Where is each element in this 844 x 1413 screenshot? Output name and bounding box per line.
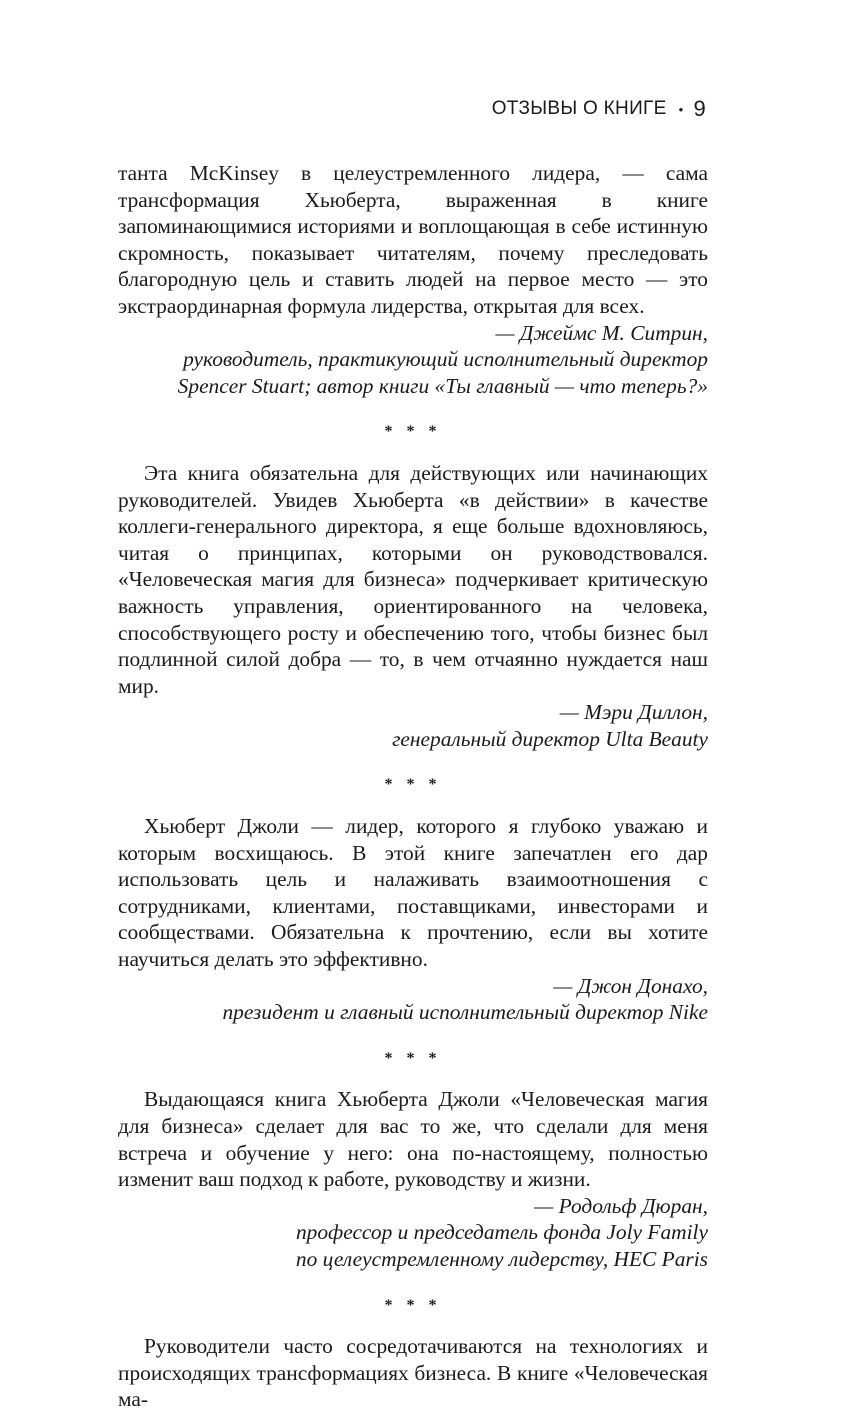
attribution-name: — Родольф Дюран,	[534, 1193, 708, 1218]
review-attribution-1	[118, 320, 708, 400]
attribution-role: Spencer Stuart; автор книги «Ты главный — что теперь?»	[177, 373, 708, 398]
review-paragraph-2: Эта книга обязательна для действующих или начинающих руководителей. Увидев Хьюберта «в действии» в качестве коллеги-генерального директора, я еще больше вдохновляюсь, читая о принципах, которыми он руководствовался. «Человеческая магия для бизнеса» подчеркивает критическую важность управления, ориентированного на человека, способствующего росту и обеспечению того, чтобы бизнес был подлинной силой добра — то, в чем отчаянно нуждается наш мир.	[118, 460, 708, 698]
section-separator: * * *	[384, 423, 442, 441]
section-separator: * * *	[384, 1296, 442, 1314]
attribution-role: по целеустремленному лидерству, HEC Paris	[295, 1246, 708, 1271]
attribution-role: генеральный директор Ulta Beauty	[392, 726, 708, 751]
attribution-name: — Джеймс М. Ситрин,	[495, 320, 708, 345]
running-header	[492, 96, 706, 122]
attribution-role: президент и главный исполнительный директор Nike	[222, 1000, 708, 1025]
attribution-role: профессор и председатель фонда Joly Family	[295, 1220, 708, 1245]
review-attribution-4	[118, 1193, 708, 1273]
page-number: 9	[693, 96, 706, 121]
review-paragraph-1: танта McKinsey в целеустремленного лидера, — сама трансформация Хьюберта, выраженная в книге запоминающимися историями и воплощающая в себе истинную скромность, показывает читателям, почему преследовать благородную цель и ставить людей на первое место — это экстраординарная формула лидерства, открытая для всех.	[118, 161, 708, 318]
attribution-name: — Джон Донахо,	[553, 973, 708, 998]
reviews-text	[118, 160, 708, 1413]
attribution-role: руководитель, практикующий исполнительный директор	[183, 347, 708, 372]
review-paragraph-4: Выдающаяся книга Хьюберта Джоли «Человеческая магия для бизнеса» сделает для вас то же, что сделали для меня встреча и обучение у него: она по-настоящему, полностью изменит ваш подход к работе, руководству и жизни.	[118, 1087, 708, 1192]
section-separator: * * *	[384, 776, 442, 794]
section-title: ОТЗЫВЫ О КНИГЕ	[491, 98, 667, 119]
review-paragraph-5: Руководители часто сосредотачиваются на технологиях и происходящих трансформациях бизнеса. В книге «Человеческая ма-	[118, 1334, 708, 1412]
attribution-name: — Мэри Диллон,	[559, 700, 708, 725]
review-paragraph-3: Хьюберт Джоли — лидер, которого я глубоко уважаю и которым восхищаюсь. В этой книге запечатлен его дар использовать цель и налаживать взаимоотношения с сотрудниками, клиентами, поставщиками, инвесторами и сообществами. Обязательна к прочтению, если вы хотите научиться делать это эффективно.	[118, 814, 708, 972]
review-attribution-2	[118, 699, 708, 752]
bullet-separator: •	[678, 101, 684, 117]
section-separator: * * *	[384, 1049, 442, 1067]
review-attribution-3	[118, 973, 708, 1026]
